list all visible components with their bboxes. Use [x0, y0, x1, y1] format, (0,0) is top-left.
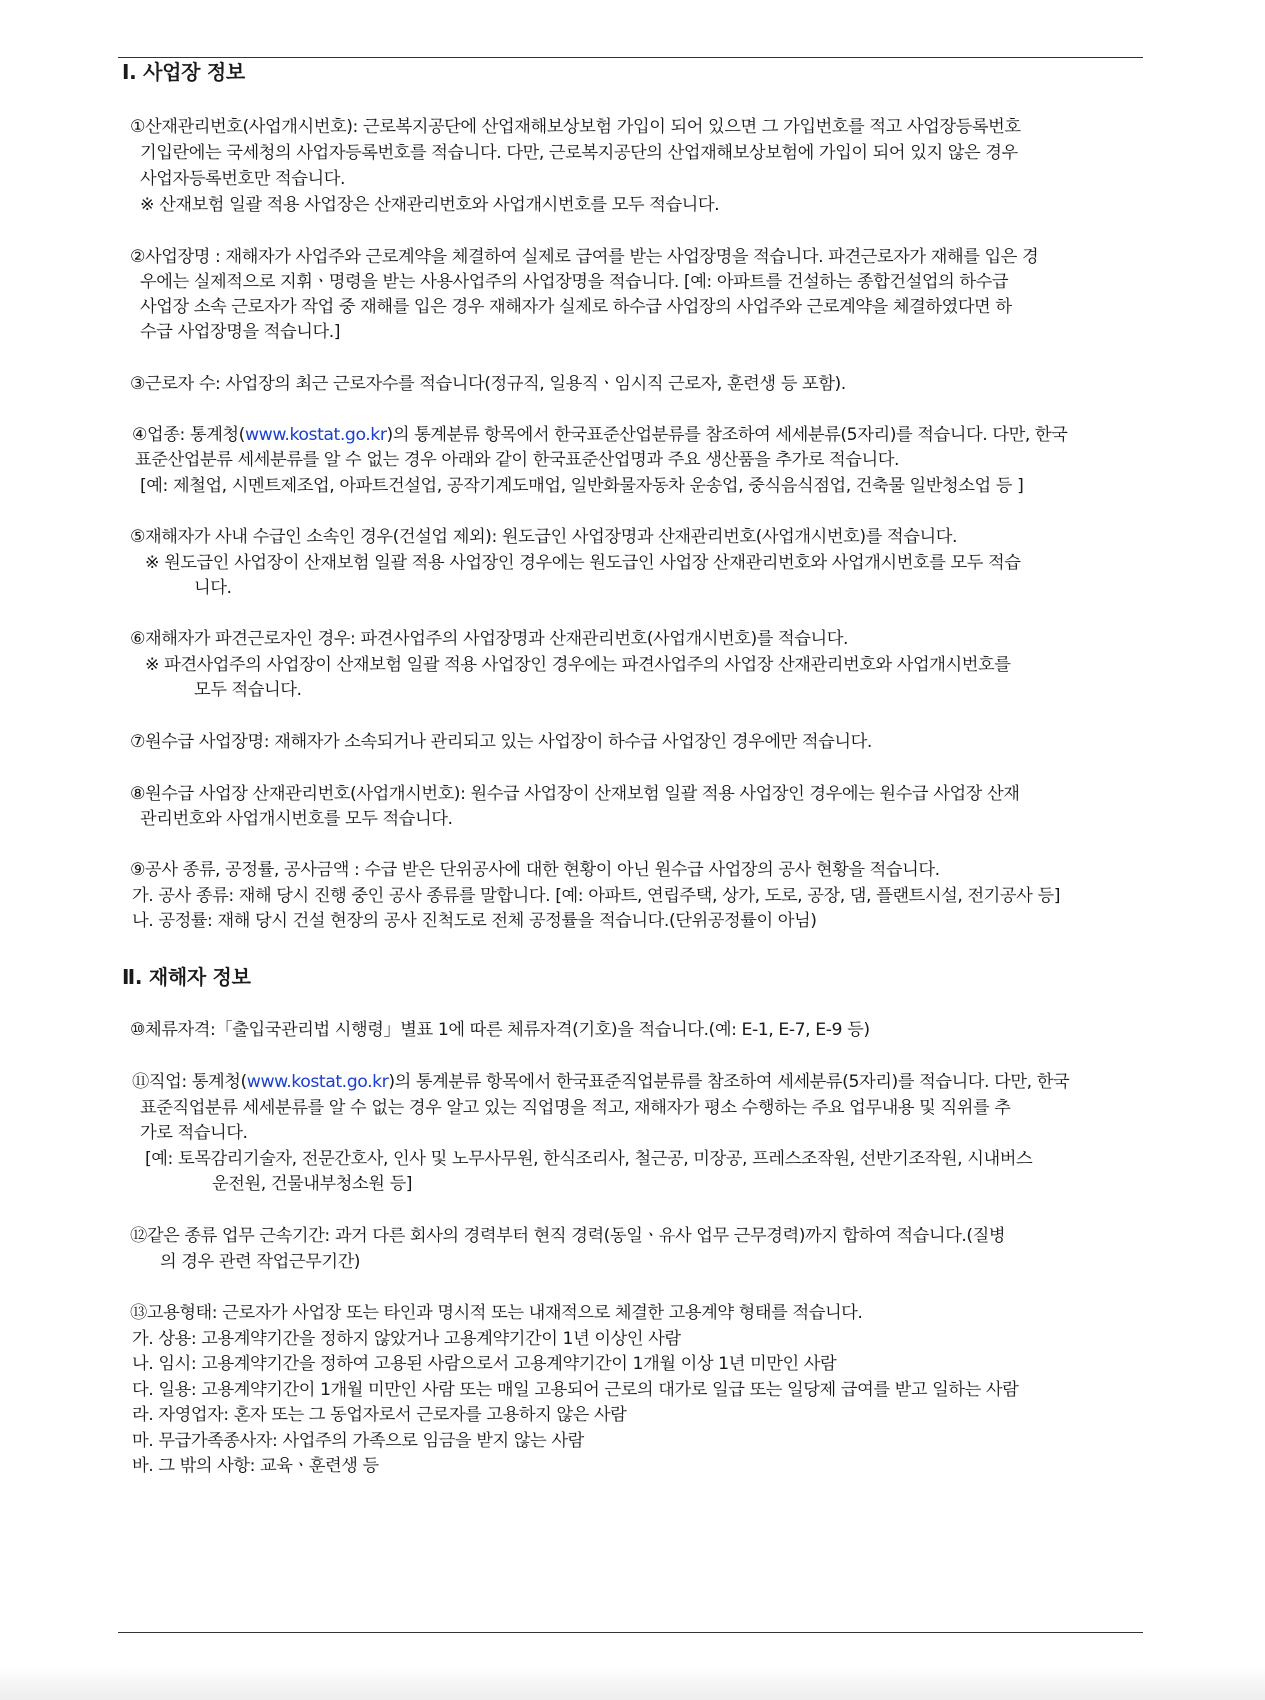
top-divider	[118, 57, 1143, 58]
item9-line: 나. 공정률: 재해 당시 건설 현장의 공사 진척도로 전체 공정률을 적습니다.(단위공정률이 아님)	[132, 911, 817, 931]
item4-line: 표준산업분류 세세분류를 알 수 없는 경우 아래와 같이 한국표준산업명과 주요 생산품을 추가로 적습니다.	[135, 450, 900, 470]
item1-line: ①산재관리번호(사업개시번호): 근로복지공단에 산업재해보상보험 가입이 되어 있으면 그 가입번호를 적고 사업장등록번호	[130, 117, 1021, 137]
item8-line: ⑧원수급 사업장 산재관리번호(사업개시번호): 원수급 사업장이 산재보험 일괄 적용 사업장인 경우에는 원수급 사업장 산재	[130, 784, 1020, 804]
page-bottom-shadow	[0, 1666, 1265, 1700]
item11-line: ⑪직업: 통계청(www.kostat.go.kr)의 통계분류 항목에서 한국표준직업분류를 참조하여 세세분류(5자리)를 적습니다. 다만, 한국	[132, 1072, 1070, 1092]
item1-line: 기입란에는 국세청의 사업자등록번호를 적습니다. 다만, 근로복지공단의 산업재해보상보험에 가입이 되어 있지 않은 경우	[140, 143, 1018, 163]
item12-line: 의 경우 관련 작업근무기간)	[160, 1252, 361, 1272]
bottom-divider	[118, 1632, 1143, 1633]
item4-line: ④업종: 통계청(www.kostat.go.kr)의 통계분류 항목에서 한국표준산업분류를 참조하여 세세분류(5자리)를 적습니다. 다만, 한국	[132, 425, 1068, 445]
item12-line: ⑫같은 종류 업무 근속기간: 과거 다른 회사의 경력부터 현직 경력(동일ㆍ유사 업무 근무경력)까지 합하여 적습니다.(질병	[130, 1226, 1006, 1246]
item11-example: 운전원, 건물내부청소원 등]	[212, 1174, 413, 1194]
item13-line: 라. 자영업자: 혼자 또는 그 동업자로서 근로자를 고용하지 않은 사람	[132, 1405, 627, 1425]
item13-line: ⑬고용형태: 근로자가 사업장 또는 타인과 명시적 또는 내재적으로 체결한 고용계약 형태를 적습니다.	[130, 1303, 863, 1323]
item11-example: [예: 토목감리기술자, 전문간호사, 인사 및 노무사무원, 한식조리사, 철근공, 미장공, 프레스조작원, 선반기조작원, 시내버스	[145, 1149, 1033, 1169]
item5-note: 니다.	[194, 578, 232, 598]
item1-line: 사업자등록번호만 적습니다.	[140, 169, 346, 189]
section2-heading: Ⅱ. 재해자 정보	[122, 965, 251, 989]
kostat-link[interactable]: www.kostat.go.kr	[244, 425, 387, 445]
item13-line: 바. 그 밖의 사항: 교육ㆍ훈련생 등	[132, 1456, 379, 1476]
item5-note: ※ 원도급인 사업장이 산재보험 일괄 적용 사업장인 경우에는 원도급인 사업장 산재관리번호와 사업개시번호를 모두 적습	[145, 553, 1021, 573]
item8-line: 관리번호와 사업개시번호를 모두 적습니다.	[140, 809, 453, 829]
item13-line: 마. 무급가족종사자: 사업주의 가족으로 임금을 받지 않는 사람	[132, 1431, 584, 1451]
item9-line: ⑨공사 종류, 공정률, 공사금액 : 수급 받은 단위공사에 대한 현황이 아닌 원수급 사업장의 공사 현황을 적습니다.	[130, 860, 940, 880]
item6-note: ※ 파견사업주의 사업장이 산재보험 일괄 적용 사업장인 경우에는 파견사업주의 사업장 산재관리번호와 사업개시번호를	[145, 655, 1011, 675]
item13-line: 다. 일용: 고용계약기간이 1개월 미만인 사람 또는 매일 고용되어 근로의 대가로 일급 또는 일당제 급여를 받고 일하는 사람	[132, 1380, 1019, 1400]
item13-line: 가. 상용: 고용계약기간을 정하지 않았거나 고용계약기간이 1년 이상인 사람	[132, 1329, 681, 1349]
item6-line: ⑥재해자가 파견근로자인 경우: 파견사업주의 사업장명과 산재관리번호(사업개시번호)를 적습니다.	[130, 629, 849, 649]
item2-line: 수급 사업장명을 적습니다.]	[140, 322, 341, 342]
item13-line: 나. 임시: 고용계약기간을 정하여 고용된 사람으로서 고용계약기간이 1개월 이상 1년 미만인 사람	[132, 1354, 837, 1374]
item2-line: ②사업장명 : 재해자가 사업주와 근로계약을 체결하여 실제로 급여를 받는 사업장명을 적습니다. 파견근로자가 재해를 입은 경	[130, 247, 1039, 267]
section1-heading: Ⅰ. 사업장 정보	[122, 60, 245, 84]
item11-line: 표준직업분류 세세분류를 알 수 없는 경우 알고 있는 직업명을 적고, 재해자가 평소 수행하는 주요 업무내용 및 직위를 추	[140, 1098, 1011, 1118]
item10-line: ⑩체류자격:「출입국관리법 시행령」별표 1에 따른 체류자격(기호)을 적습니다.(예: E-1, E-7, E-9 등)	[130, 1020, 870, 1040]
item5-line: ⑤재해자가 사내 수급인 소속인 경우(건설업 제외): 원도급인 사업장명과 산재관리번호(사업개시번호)를 적습니다.	[130, 527, 957, 547]
kostat-link[interactable]: www.kostat.go.kr	[246, 1072, 389, 1092]
item6-note: 모두 적습니다.	[194, 680, 302, 700]
item11-line: 가로 적습니다.	[140, 1123, 248, 1143]
item4-example: [예: 제철업, 시멘트제조업, 아파트건설업, 공작기계도매업, 일반화물자동차 운송업, 중식음식점업, 건축물 일반청소업 등 ]	[140, 476, 1024, 496]
item9-line: 가. 공사 종류: 재해 당시 진행 중인 공사 종류를 말합니다. [예: 아파트, 연립주택, 상가, 도로, 공장, 댐, 플랜트시설, 전기공사 등]	[132, 886, 1060, 906]
item1-note: ※ 산재보험 일괄 적용 사업장은 산재관리번호와 사업개시번호를 모두 적습니다.	[140, 195, 720, 215]
item3-line: ③근로자 수: 사업장의 최근 근로자수를 적습니다(정규직, 일용직ㆍ임시직 근로자, 훈련생 등 포함).	[130, 374, 846, 394]
item7-line: ⑦원수급 사업장명: 재해자가 소속되거나 관리되고 있는 사업장이 하수급 사업장인 경우에만 적습니다.	[130, 732, 872, 752]
item2-line: 사업장 소속 근로자가 작업 중 재해를 입은 경우 재해자가 실제로 하수급 사업장의 사업주와 근로계약을 체결하였다면 하	[140, 297, 1012, 317]
item2-line: 우에는 실제적으로 지휘ㆍ명령을 받는 사용사업주의 사업장명을 적습니다. [예: 아파트를 건설하는 종합건설업의 하수급	[140, 272, 1009, 292]
